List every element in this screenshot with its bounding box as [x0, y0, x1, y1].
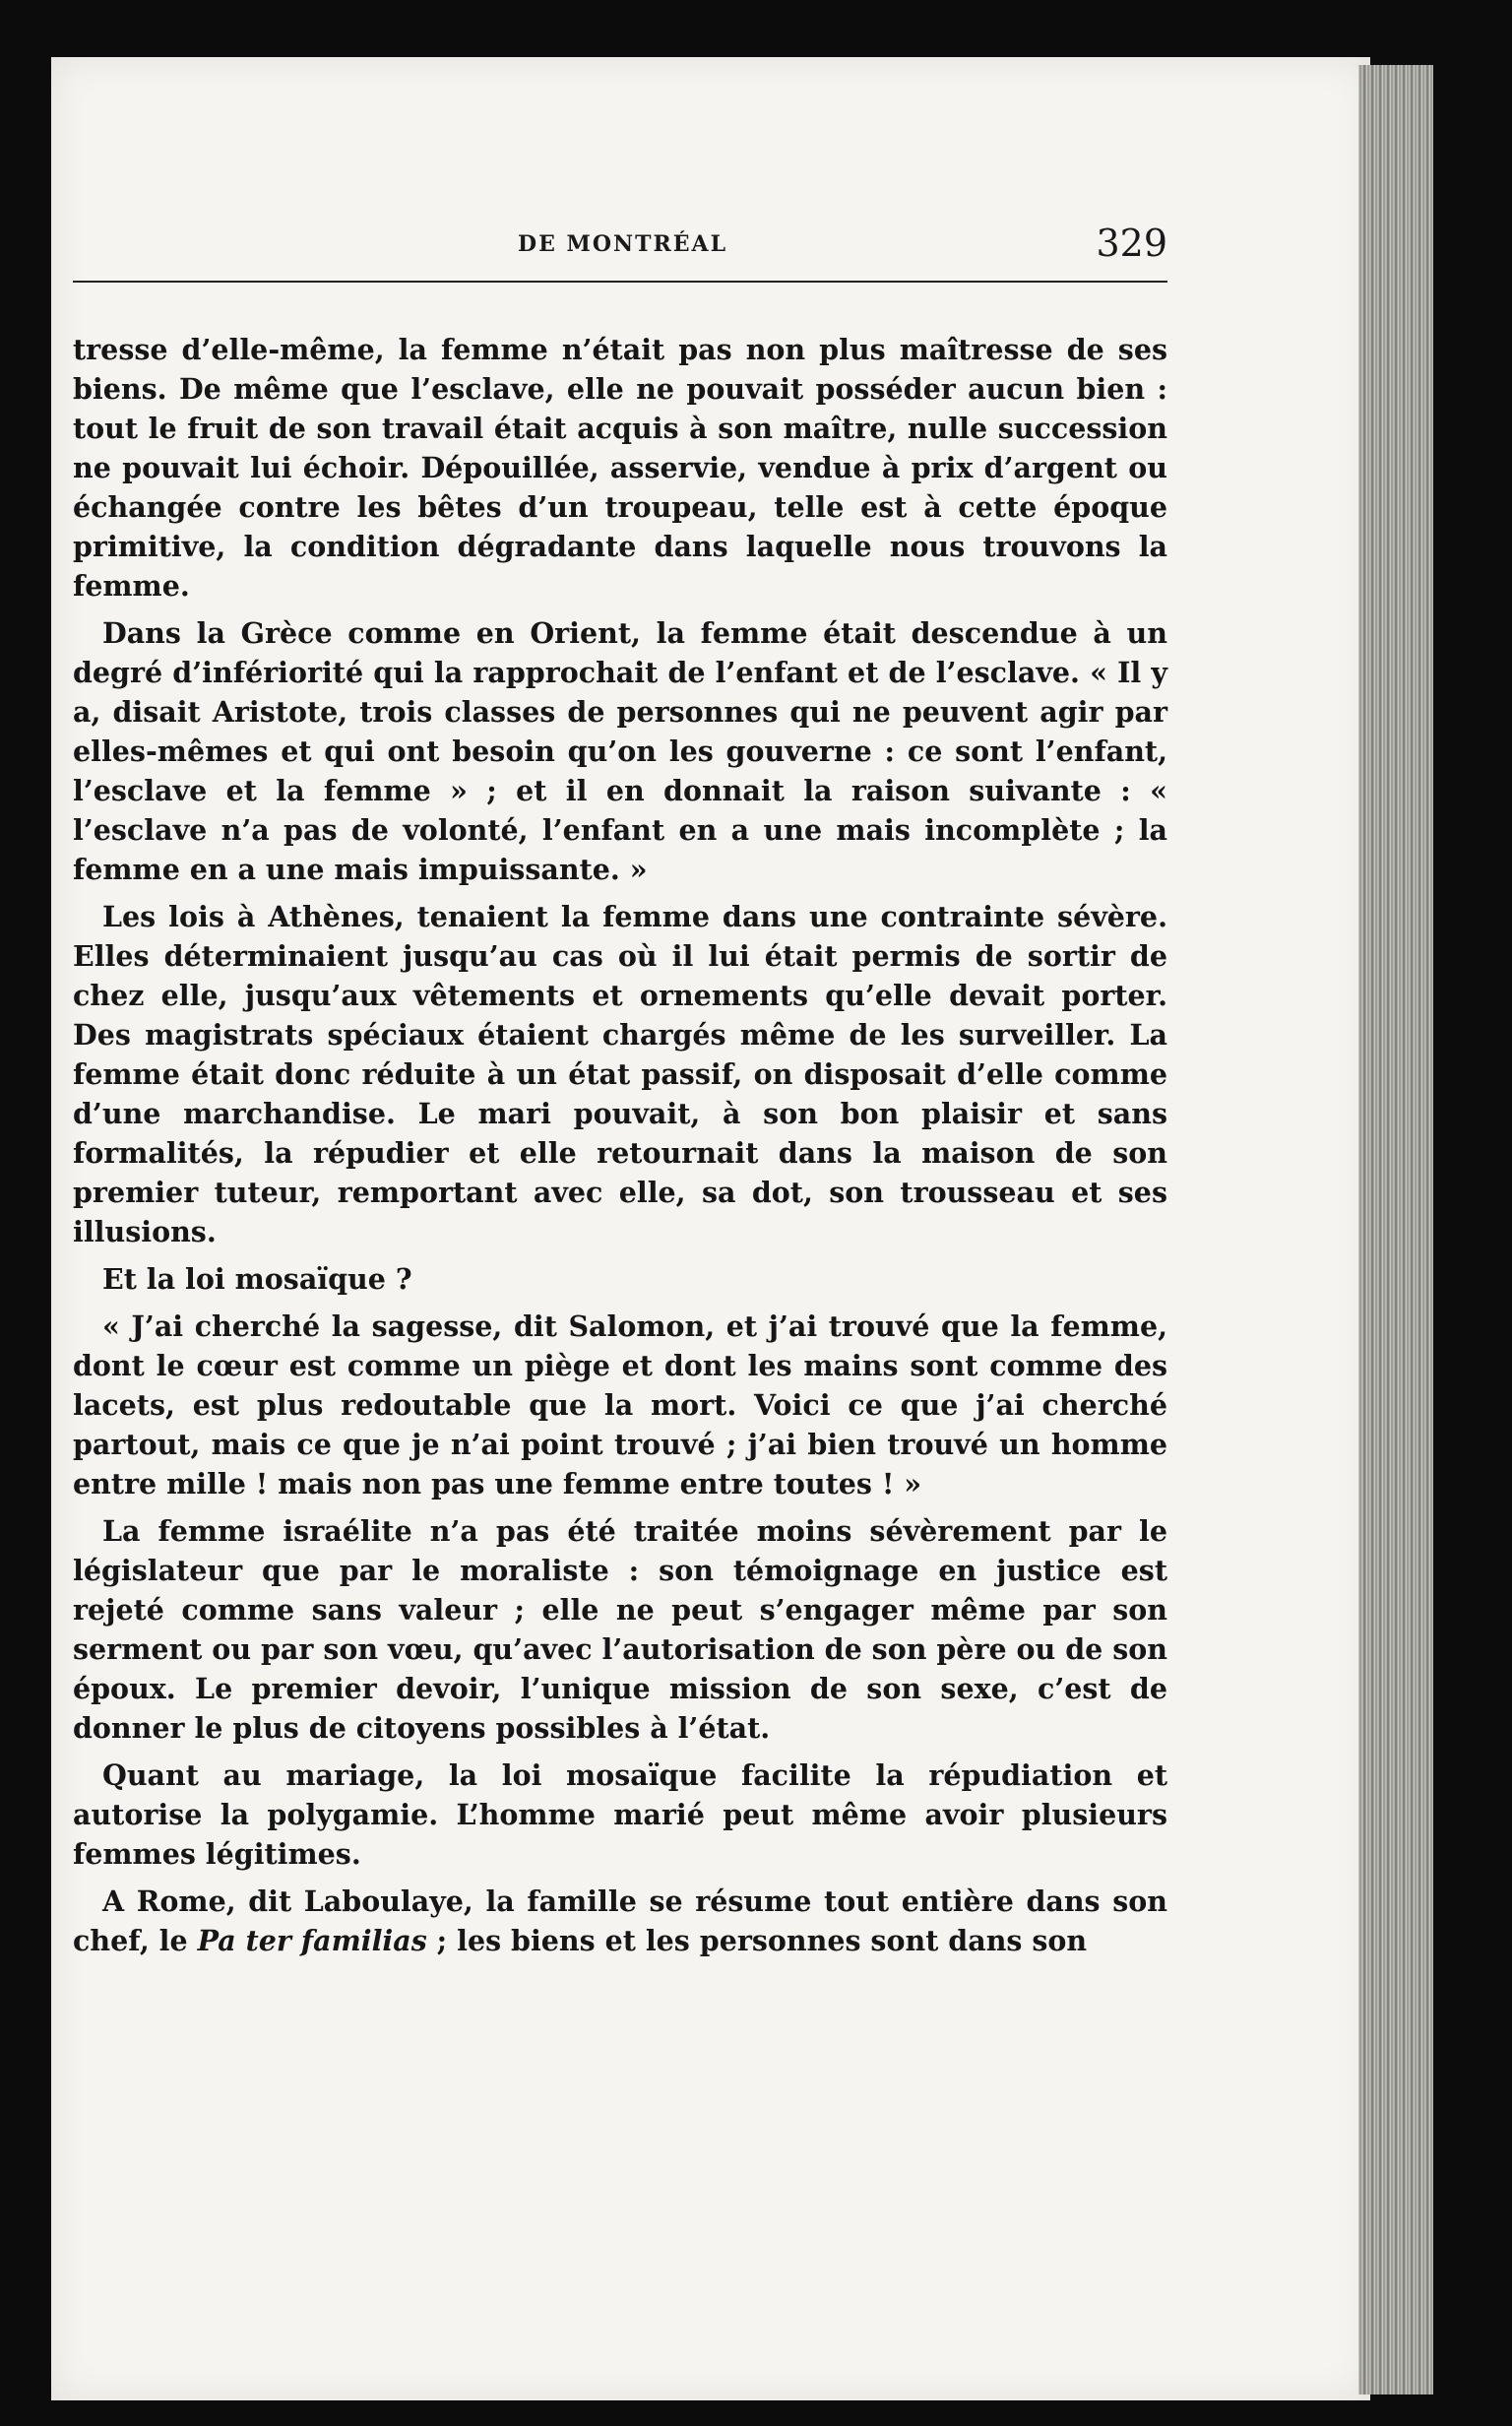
- page-number: 329: [1096, 222, 1167, 265]
- paragraph: Les lois à Athènes, tenaient la femme dans une contrainte sévère. Elles déterminaient jusqu’au cas où il lui était permis de sortir de chez elle, jusqu’aux vêtements et ornements qu’elle devait porter. Des magistrats spéciaux étaient chargés même de les surveiller. La femme était donc réduite à un état passif, on disposait d’elle comme d’une marchandise. Le mari pouvait, à son bon plaisir et sans formalités, la répudier et elle retournait dans la maison de son premier tuteur, remportant avec elle, sa dot, son trousseau et ses illusions.: [73, 900, 1167, 1248]
- paragraph: « J’ai cherché la sagesse, dit Salomon, et j’ai trouvé que la femme, dont le cœur est comme un piège et dont les mains sont comme des lacets, est plus redoutable que la mort. Voici ce que j’ai cherché partout, mais ce que je n’ai point trouvé ; j’ai bien trouvé un homme entre mille ! mais non pas une femme entre toutes ! »: [73, 1309, 1167, 1500]
- page-header: [73, 222, 1167, 283]
- paragraph: La femme israélite n’a pas été traitée moins sévèrement par le législateur que par le moraliste : son témoignage en justice est rejeté comme sans valeur ; elle ne peut s’engager même par son serment ou par son vœu, qu’avec l’autorisation de son père ou de son époux. Le premier devoir, l’unique mission de son sexe, c’est de donner le plus de citoyens possibles à l’état.: [73, 1514, 1167, 1745]
- paragraph: Dans la Grèce comme en Orient, la femme était descendue à un degré d’infériorité qui la rapprochait de l’enfant et de l’esclave. « Il y a, disait Aristote, trois classes de personnes qui ne peuvent agir par elles-mêmes et qui ont besoin qu’on les gouverne : ce sont l’enfant, l’esclave et la femme » ; et il en donnait la raison suivante : « l’esclave n’a pas de volonté, l’enfant en a une mais incomplète ; la femme en a une mais impuissante. »: [73, 616, 1167, 886]
- page-edge: [1358, 65, 1433, 2394]
- paragraph: Quant au mariage, la loi mosaïque facilite la répudiation et autorise la polygamie. L’homme marié peut même avoir plusieurs femmes légitimes.: [73, 1758, 1167, 1871]
- paragraph-text: ; les biens et les personnes sont dans son: [426, 1924, 1088, 1957]
- paragraph: [73, 1882, 1167, 1960]
- body-text: [73, 330, 1167, 1968]
- paragraph-text: A Rome, dit Laboulaye, la famille se résume tout entière dans son chef, le: [73, 1884, 1167, 1957]
- running-head: DE MONTRÉAL: [518, 231, 728, 257]
- italic-term: Pa ter familias: [197, 1924, 427, 1957]
- paragraph: tresse d’elle-même, la femme n’était pas non plus maîtresse de ses biens. De même que l’esclave, elle ne pouvait posséder aucun bien : tout le fruit de son travail était acquis à son maître, nulle succession ne pouvait lui échoir. Dépouillée, asservie, vendue à prix d’argent ou échangée contre les bêtes d’un troupeau, telle est à cette époque primitive, la condition dégradante dans laquelle nous trouvons la femme.: [73, 333, 1167, 603]
- paragraph: Et la loi mosaïque ?: [102, 1262, 412, 1296]
